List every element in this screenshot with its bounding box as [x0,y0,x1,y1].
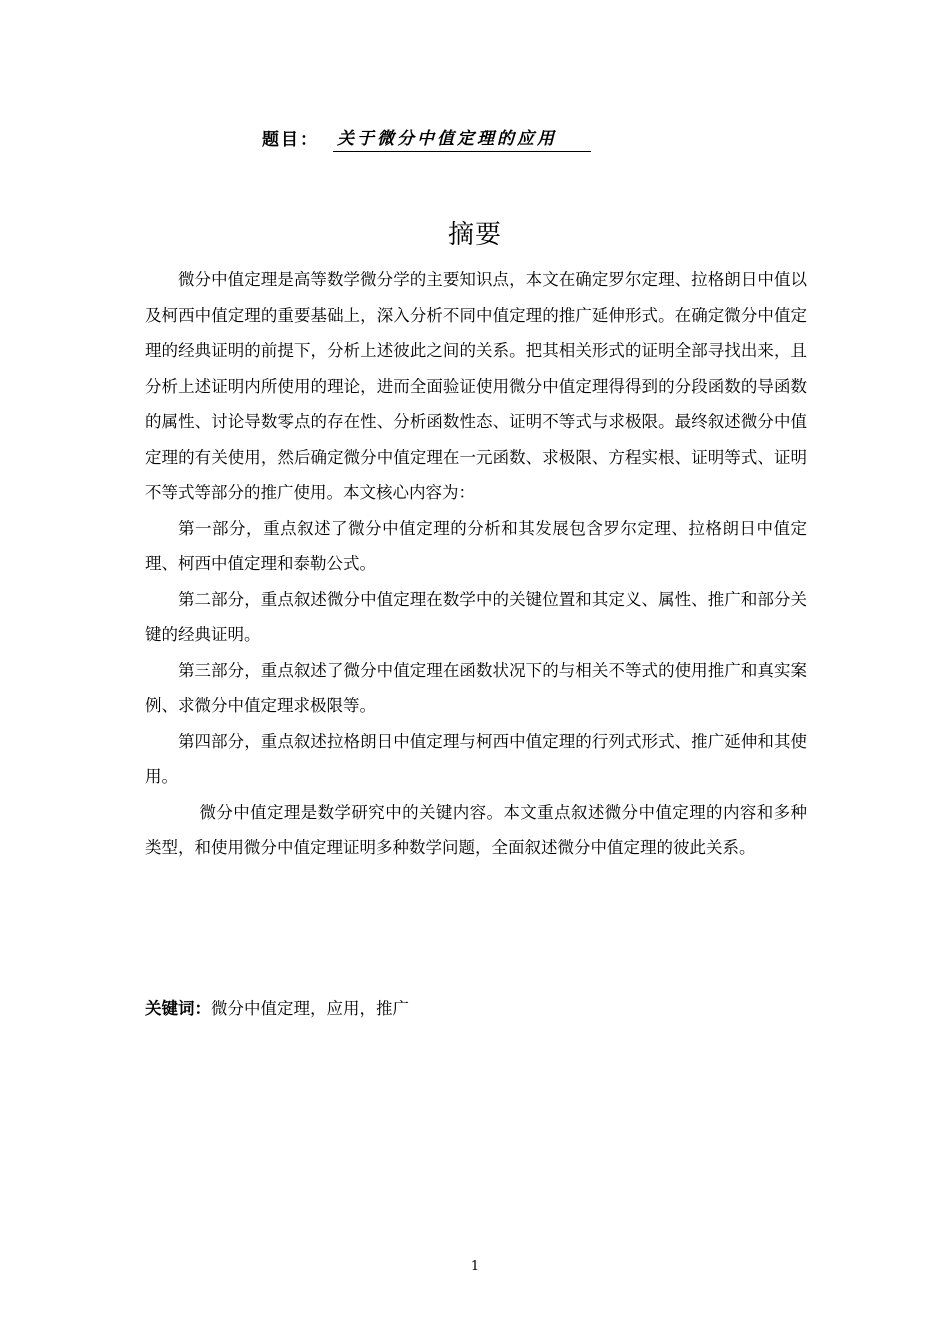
abstract-paragraph: 第四部分，重点叙述拉格朗日中值定理与柯西中值定理的行列式形式、推广延伸和其使用。 [145,731,807,786]
abstract-paragraph: 第二部分，重点叙述微分中值定理在数学中的关键位置和其定义、属性、推广和部分关键的经典证明。 [145,589,807,644]
abstract-paragraph: 微分中值定理是数学研究中的关键内容。本文重点叙述微分中值定理的内容和多种类型，和使用微分中值定理证明多种数学问题，全面叙述微分中值定理的彼此关系。 [145,802,807,857]
keywords-line [145,994,807,1024]
abstract-paragraph: 第一部分，重点叙述了微分中值定理的分析和其发展包含罗尔定理、拉格朗日中值定理、柯西中值定理和泰勒公式。 [145,518,807,573]
page-number: 1 [470,1259,480,1274]
title-label: 题目： [262,130,319,150]
keywords-value: 微分中值定理，应用，推广 [211,999,409,1018]
abstract-heading: 摘要 [447,220,502,250]
thesis-title [262,126,591,152]
keywords-label: 关键词： [145,999,211,1018]
abstract-paragraph: 微分中值定理是高等数学微分学的主要知识点，本文在确定罗尔定理、拉格朗日中值以及柯西中值定理的重要基础上，深入分析不同中值定理的推广延伸形式。在确定微分中值定理的经典证明的前提下，分析上述彼此之间的关系。把其相关形式的证明全部寻找出来，且分析上述证明内所使用的理论，进而全面验证使用微分中值定理得得到的分段函数的导函数的属性、讨论导数零点的存在性、分析函数性态、证明不等式与求极限。最终叙述微分中值定理的有关使用，然后确定微分中值定理在一元函数、求极限、方程实根、证明等式、证明不等式等部分的推广使用。本文核心内容为： [145,270,807,502]
abstract-body [145,262,807,866]
abstract-paragraph: 第三部分，重点叙述了微分中值定理在函数状况下的与相关不等式的使用推广和真实案例、求微分中值定理求极限等。 [145,660,807,715]
title-value: 关于微分中值定理的应用 [333,124,591,152]
